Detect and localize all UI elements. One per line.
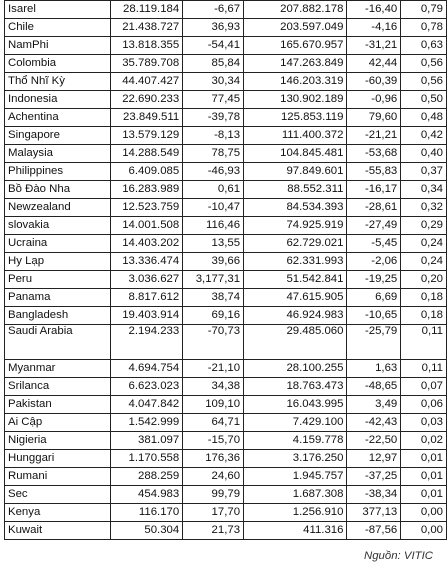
value-cell-1: 8.817.612 bbox=[111, 289, 183, 307]
table-row bbox=[5, 522, 447, 540]
value-cell-1: 13.336.474 bbox=[111, 253, 183, 271]
table-row bbox=[5, 19, 447, 37]
value-cell-1: 288.259 bbox=[111, 468, 183, 486]
value-cell-2: 47.615.905 bbox=[244, 289, 347, 307]
change-cell-2: -16,40 bbox=[347, 1, 401, 19]
change-cell-1: -46,93 bbox=[183, 163, 244, 181]
value-cell-1: 50.304 bbox=[111, 522, 183, 540]
change-cell-1: -54,41 bbox=[183, 37, 244, 55]
value-cell-2: 74.925.919 bbox=[244, 217, 347, 235]
change-cell-2: -42,43 bbox=[347, 414, 401, 432]
change-cell-1: 109,10 bbox=[183, 396, 244, 414]
change-cell-2: -87,56 bbox=[347, 522, 401, 540]
value-cell-2: 62.331.993 bbox=[244, 253, 347, 271]
change-cell-2: 6,69 bbox=[347, 289, 401, 307]
value-cell-1: 116.170 bbox=[111, 504, 183, 522]
value-cell-1: 381.097 bbox=[111, 432, 183, 450]
table-row bbox=[5, 414, 447, 432]
change-cell-2: 377,13 bbox=[347, 504, 401, 522]
value-cell-2: 1.945.757 bbox=[244, 468, 347, 486]
value-cell-2: 18.763.473 bbox=[244, 378, 347, 396]
value-cell-1: 14.288.549 bbox=[111, 145, 183, 163]
share-cell: 0,48 bbox=[401, 109, 447, 127]
share-cell: 0,18 bbox=[401, 289, 447, 307]
share-cell: 0,32 bbox=[401, 199, 447, 217]
share-cell: 0,01 bbox=[401, 468, 447, 486]
country-cell: Myanmar bbox=[5, 360, 111, 378]
value-cell-2: 28.100.255 bbox=[244, 360, 347, 378]
value-cell-1: 6.623.023 bbox=[111, 378, 183, 396]
change-cell-1: 21,73 bbox=[183, 522, 244, 540]
value-cell-2: 51.542.841 bbox=[244, 271, 347, 289]
change-cell-1: 0,61 bbox=[183, 181, 244, 199]
change-cell-2: -25,79 bbox=[347, 325, 401, 360]
country-cell: Rumani bbox=[5, 468, 111, 486]
country-cell: Malaysia bbox=[5, 145, 111, 163]
change-cell-2: -19,25 bbox=[347, 271, 401, 289]
value-cell-2: 203.597.049 bbox=[244, 19, 347, 37]
change-cell-2: -60,39 bbox=[347, 73, 401, 91]
country-cell: Sec bbox=[5, 486, 111, 504]
value-cell-2: 46.924.983 bbox=[244, 307, 347, 325]
country-cell: NamPhi bbox=[5, 37, 111, 55]
change-cell-2: -27,49 bbox=[347, 217, 401, 235]
country-cell: Indonesia bbox=[5, 91, 111, 109]
change-cell-2: -53,68 bbox=[347, 145, 401, 163]
table-row bbox=[5, 325, 447, 360]
share-cell: 0,63 bbox=[401, 37, 447, 55]
country-cell: Achentina bbox=[5, 109, 111, 127]
share-cell: 0,34 bbox=[401, 181, 447, 199]
table-row bbox=[5, 1, 447, 19]
share-cell: 0,56 bbox=[401, 73, 447, 91]
share-cell: 0,18 bbox=[401, 307, 447, 325]
share-cell: 0,20 bbox=[401, 271, 447, 289]
change-cell-2: -21,21 bbox=[347, 127, 401, 145]
value-cell-2: 130.902.189 bbox=[244, 91, 347, 109]
value-cell-1: 22.690.233 bbox=[111, 91, 183, 109]
change-cell-1: -6,67 bbox=[183, 1, 244, 19]
value-cell-1: 2.194.233 bbox=[111, 325, 183, 360]
country-cell: Ai Cập bbox=[5, 414, 111, 432]
value-cell-1: 35.789.708 bbox=[111, 55, 183, 73]
country-cell: Saudi Arabia bbox=[5, 325, 111, 360]
change-cell-1: -10,47 bbox=[183, 199, 244, 217]
country-cell: Kenya bbox=[5, 504, 111, 522]
value-cell-2: 62.729.021 bbox=[244, 235, 347, 253]
country-cell: Ucraina bbox=[5, 235, 111, 253]
change-cell-2: 3,49 bbox=[347, 396, 401, 414]
value-cell-2: 207.882.178 bbox=[244, 1, 347, 19]
share-cell: 0,42 bbox=[401, 127, 447, 145]
change-cell-1: 69,16 bbox=[183, 307, 244, 325]
value-cell-1: 13.818.355 bbox=[111, 37, 183, 55]
change-cell-1: -70,73 bbox=[183, 325, 244, 360]
value-cell-2: 3.176.250 bbox=[244, 450, 347, 468]
table-row bbox=[5, 235, 447, 253]
change-cell-2: 79,60 bbox=[347, 109, 401, 127]
table-row bbox=[5, 396, 447, 414]
table-row bbox=[5, 468, 447, 486]
change-cell-1: 64,71 bbox=[183, 414, 244, 432]
country-cell: Philippines bbox=[5, 163, 111, 181]
value-cell-2: 125.853.119 bbox=[244, 109, 347, 127]
share-cell: 0,01 bbox=[401, 450, 447, 468]
country-cell: Bồ Đào Nha bbox=[5, 181, 111, 199]
table-row bbox=[5, 109, 447, 127]
country-cell: Srilanca bbox=[5, 378, 111, 396]
value-cell-1: 3.036.627 bbox=[111, 271, 183, 289]
value-cell-2: 1.256.910 bbox=[244, 504, 347, 522]
value-cell-1: 19.403.914 bbox=[111, 307, 183, 325]
table-body bbox=[5, 1, 447, 540]
value-cell-1: 23.849.511 bbox=[111, 109, 183, 127]
country-cell: Pakistan bbox=[5, 396, 111, 414]
table-row bbox=[5, 289, 447, 307]
change-cell-2: 12,97 bbox=[347, 450, 401, 468]
change-cell-2: -55,83 bbox=[347, 163, 401, 181]
value-cell-1: 13.579.129 bbox=[111, 127, 183, 145]
change-cell-1: 85,84 bbox=[183, 55, 244, 73]
country-cell: Kuwait bbox=[5, 522, 111, 540]
share-cell: 0,56 bbox=[401, 55, 447, 73]
share-cell: 0,29 bbox=[401, 217, 447, 235]
table-row bbox=[5, 432, 447, 450]
table-row bbox=[5, 504, 447, 522]
share-cell: 0,78 bbox=[401, 19, 447, 37]
value-cell-2: 88.552.311 bbox=[244, 181, 347, 199]
value-cell-1: 454.983 bbox=[111, 486, 183, 504]
table-row bbox=[5, 217, 447, 235]
change-cell-1: 38,74 bbox=[183, 289, 244, 307]
country-cell: Isarel bbox=[5, 1, 111, 19]
change-cell-1: 30,34 bbox=[183, 73, 244, 91]
change-cell-2: -5,45 bbox=[347, 235, 401, 253]
value-cell-1: 28.119.184 bbox=[111, 1, 183, 19]
value-cell-1: 1.170.558 bbox=[111, 450, 183, 468]
table-row bbox=[5, 378, 447, 396]
table-row bbox=[5, 271, 447, 289]
value-cell-2: 29.485.060 bbox=[244, 325, 347, 360]
change-cell-2: -10,65 bbox=[347, 307, 401, 325]
change-cell-1: 116,46 bbox=[183, 217, 244, 235]
share-cell: 0,06 bbox=[401, 396, 447, 414]
table-row bbox=[5, 91, 447, 109]
value-cell-1: 6.409.085 bbox=[111, 163, 183, 181]
share-cell: 0,40 bbox=[401, 145, 447, 163]
country-cell: Singapore bbox=[5, 127, 111, 145]
change-cell-1: -15,70 bbox=[183, 432, 244, 450]
country-cell: Chile bbox=[5, 19, 111, 37]
country-cell: Colombia bbox=[5, 55, 111, 73]
table-row bbox=[5, 181, 447, 199]
change-cell-1: 99,79 bbox=[183, 486, 244, 504]
table-row bbox=[5, 360, 447, 378]
change-cell-2: -48,65 bbox=[347, 378, 401, 396]
change-cell-2: -2,06 bbox=[347, 253, 401, 271]
change-cell-1: 176,36 bbox=[183, 450, 244, 468]
table-row bbox=[5, 199, 447, 217]
change-cell-1: 34,38 bbox=[183, 378, 244, 396]
country-cell: Nigieria bbox=[5, 432, 111, 450]
change-cell-2: 42,44 bbox=[347, 55, 401, 73]
value-cell-2: 84.534.393 bbox=[244, 199, 347, 217]
change-cell-2: 1,63 bbox=[347, 360, 401, 378]
country-cell: Bangladesh bbox=[5, 307, 111, 325]
table-row bbox=[5, 73, 447, 91]
share-cell: 0,11 bbox=[401, 325, 447, 360]
value-cell-2: 165.670.957 bbox=[244, 37, 347, 55]
change-cell-2: -4,16 bbox=[347, 19, 401, 37]
change-cell-1: 13,55 bbox=[183, 235, 244, 253]
value-cell-2: 16.043.995 bbox=[244, 396, 347, 414]
share-cell: 0,00 bbox=[401, 504, 447, 522]
country-cell: slovakia bbox=[5, 217, 111, 235]
change-cell-2: -22,50 bbox=[347, 432, 401, 450]
change-cell-2: -31,21 bbox=[347, 37, 401, 55]
table-row bbox=[5, 55, 447, 73]
source-note: Nguồn: VITIC bbox=[363, 550, 433, 562]
change-cell-1: 24,60 bbox=[183, 468, 244, 486]
change-cell-1: 77,45 bbox=[183, 91, 244, 109]
country-cell: Newzealand bbox=[5, 199, 111, 217]
country-cell: Peru bbox=[5, 271, 111, 289]
share-cell: 0,24 bbox=[401, 235, 447, 253]
country-cell: Thổ Nhĩ Kỳ bbox=[5, 73, 111, 91]
share-cell: 0,37 bbox=[401, 163, 447, 181]
value-cell-2: 7.429.100 bbox=[244, 414, 347, 432]
value-cell-2: 104.845.481 bbox=[244, 145, 347, 163]
value-cell-1: 44.407.427 bbox=[111, 73, 183, 91]
share-cell: 0,24 bbox=[401, 253, 447, 271]
change-cell-2: -38,34 bbox=[347, 486, 401, 504]
table-row bbox=[5, 253, 447, 271]
share-cell: 0,07 bbox=[401, 378, 447, 396]
change-cell-1: -8,13 bbox=[183, 127, 244, 145]
table-row bbox=[5, 127, 447, 145]
change-cell-1: 17,70 bbox=[183, 504, 244, 522]
table-row bbox=[5, 145, 447, 163]
change-cell-1: -39,78 bbox=[183, 109, 244, 127]
value-cell-1: 14.403.202 bbox=[111, 235, 183, 253]
share-cell: 0,01 bbox=[401, 486, 447, 504]
change-cell-1: -21,10 bbox=[183, 360, 244, 378]
table-row bbox=[5, 163, 447, 181]
change-cell-2: -37,25 bbox=[347, 468, 401, 486]
table-row bbox=[5, 37, 447, 55]
change-cell-2: -28,61 bbox=[347, 199, 401, 217]
value-cell-2: 111.400.372 bbox=[244, 127, 347, 145]
change-cell-1: 39,66 bbox=[183, 253, 244, 271]
trade-table bbox=[4, 0, 447, 540]
value-cell-1: 21.438.727 bbox=[111, 19, 183, 37]
change-cell-1: 78,75 bbox=[183, 145, 244, 163]
value-cell-1: 12.523.759 bbox=[111, 199, 183, 217]
share-cell: 0,50 bbox=[401, 91, 447, 109]
value-cell-2: 1.687.308 bbox=[244, 486, 347, 504]
country-cell: Hy Lạp bbox=[5, 253, 111, 271]
change-cell-1: 36,93 bbox=[183, 19, 244, 37]
share-cell: 0,11 bbox=[401, 360, 447, 378]
country-cell: Panama bbox=[5, 289, 111, 307]
value-cell-1: 14.001.508 bbox=[111, 217, 183, 235]
country-cell: Hunggari bbox=[5, 450, 111, 468]
table-row bbox=[5, 307, 447, 325]
share-cell: 0,79 bbox=[401, 1, 447, 19]
value-cell-1: 1.542.999 bbox=[111, 414, 183, 432]
change-cell-1: 3,177,31 bbox=[183, 271, 244, 289]
table-row bbox=[5, 486, 447, 504]
value-cell-2: 146.203.319 bbox=[244, 73, 347, 91]
change-cell-2: -0,96 bbox=[347, 91, 401, 109]
value-cell-2: 4.159.778 bbox=[244, 432, 347, 450]
value-cell-1: 4.694.754 bbox=[111, 360, 183, 378]
value-cell-2: 411.316 bbox=[244, 522, 347, 540]
value-cell-1: 16.283.989 bbox=[111, 181, 183, 199]
value-cell-2: 147.263.849 bbox=[244, 55, 347, 73]
change-cell-2: -16,17 bbox=[347, 181, 401, 199]
share-cell: 0,00 bbox=[401, 522, 447, 540]
value-cell-1: 4.047.842 bbox=[111, 396, 183, 414]
table-row bbox=[5, 450, 447, 468]
value-cell-2: 97.849.601 bbox=[244, 163, 347, 181]
share-cell: 0,03 bbox=[401, 414, 447, 432]
share-cell: 0,02 bbox=[401, 432, 447, 450]
